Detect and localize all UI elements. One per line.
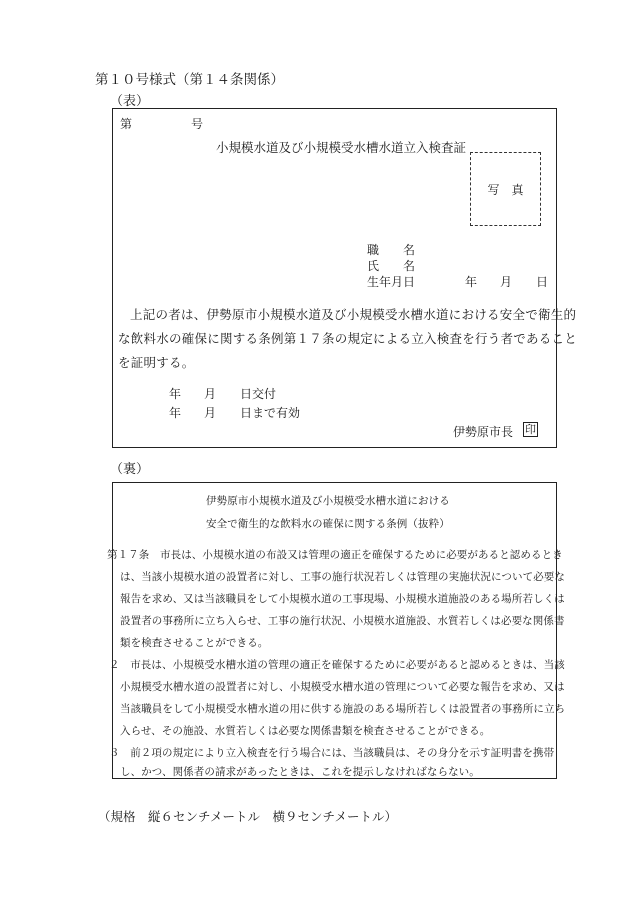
certification-text-line-1: 上記の者は、伊勢原市小規模水道及び小規模受水槽水道における安全で衛生的: [130, 307, 577, 322]
size-specification: （規格 縦６センチメートル 横９センチメートル）: [98, 809, 398, 824]
issue-month: 月: [204, 387, 217, 401]
article-line: 当該職員をして小規模受水槽水道の用に供する施設のある場所若しくは設置者の事務所に立ち: [120, 703, 566, 715]
birth-day: 日: [536, 275, 549, 289]
article-line: 報告を求め、又は当該職員をして小規模水道の工事現場、小規模水道施設のある場所若しくは: [120, 593, 565, 605]
number-suffix: 号: [191, 117, 204, 131]
ordinance-heading-line-1: 伊勢原市小規模水道及び小規模受水槽水道における: [206, 495, 450, 507]
birthdate-label: 生年月日: [367, 275, 416, 289]
issue-day: 日交付: [240, 387, 277, 401]
article-line: 小規模受水槽水道の設置者に対し、小規模受水槽水道の管理について必要な報告を求め、又は: [120, 681, 565, 693]
seal-mark: 印: [525, 423, 536, 436]
certification-text-line-3: を証明する。: [118, 355, 195, 370]
article-line: は、当該小規模水道の設置者に対し、工事の施行状況若しくは管理の実施状況について必要な: [120, 571, 565, 583]
front-card: [112, 108, 578, 448]
valid-month: 月: [204, 406, 217, 420]
certificate-title: 小規模水道及び小規模受水槽水道立入検査証: [216, 140, 467, 155]
article-line: 第１７条 市長は、小規模水道の布設又は管理の適正を確保するために必要があると認めるとき: [107, 549, 563, 561]
post-label: 職 名: [367, 243, 416, 257]
birth-year: 年: [465, 275, 478, 289]
article-line: 類を検査させることができる。: [120, 637, 269, 649]
certification-text-line-2: な飲料水の確保に関する条例第１７条の規定による立入検査を行う者であること: [118, 331, 578, 346]
article-line: し、かつ、関係者の請求があったときは、これを提示しなければならない。: [120, 766, 480, 778]
back-card: [107, 482, 566, 779]
ordinance-heading-line-2: 安全で衛生的な飲料水の確保に関する条例（抜粋）: [206, 518, 450, 530]
form-title: 第１０号様式（第１４条関係）: [95, 72, 284, 88]
article-line: 入らせ、その施設、水質若しくは必要な関係書類を検査させることができる。: [120, 725, 491, 737]
birth-month: 月: [500, 275, 513, 289]
mayor-title: 伊勢原市長: [453, 425, 514, 439]
issue-year: 年: [169, 387, 182, 401]
valid-year: 年: [169, 406, 182, 420]
photo-frame: [470, 152, 541, 226]
article-line: 設置者の事務所に立ち入らせ、工事の施行状況、小規模水道施設、水質若しくは必要な関係書: [120, 615, 565, 627]
article-line: ２ 市長は、小規模受水槽水道の管理の適正を確保するために必要があると認めるときは、当該: [109, 659, 565, 671]
valid-day: 日まで有効: [240, 406, 301, 420]
photo-label: 写 真: [487, 182, 524, 197]
article-line: ３ 前２項の規定により立入検査を行う場合には、当該職員は、その身分を示す証明書を携帯: [109, 747, 555, 759]
number-prefix: 第: [120, 117, 133, 131]
front-side-label: （表）: [110, 94, 150, 109]
name-label: 氏 名: [367, 259, 416, 273]
back-side-label: （裏）: [110, 462, 150, 477]
